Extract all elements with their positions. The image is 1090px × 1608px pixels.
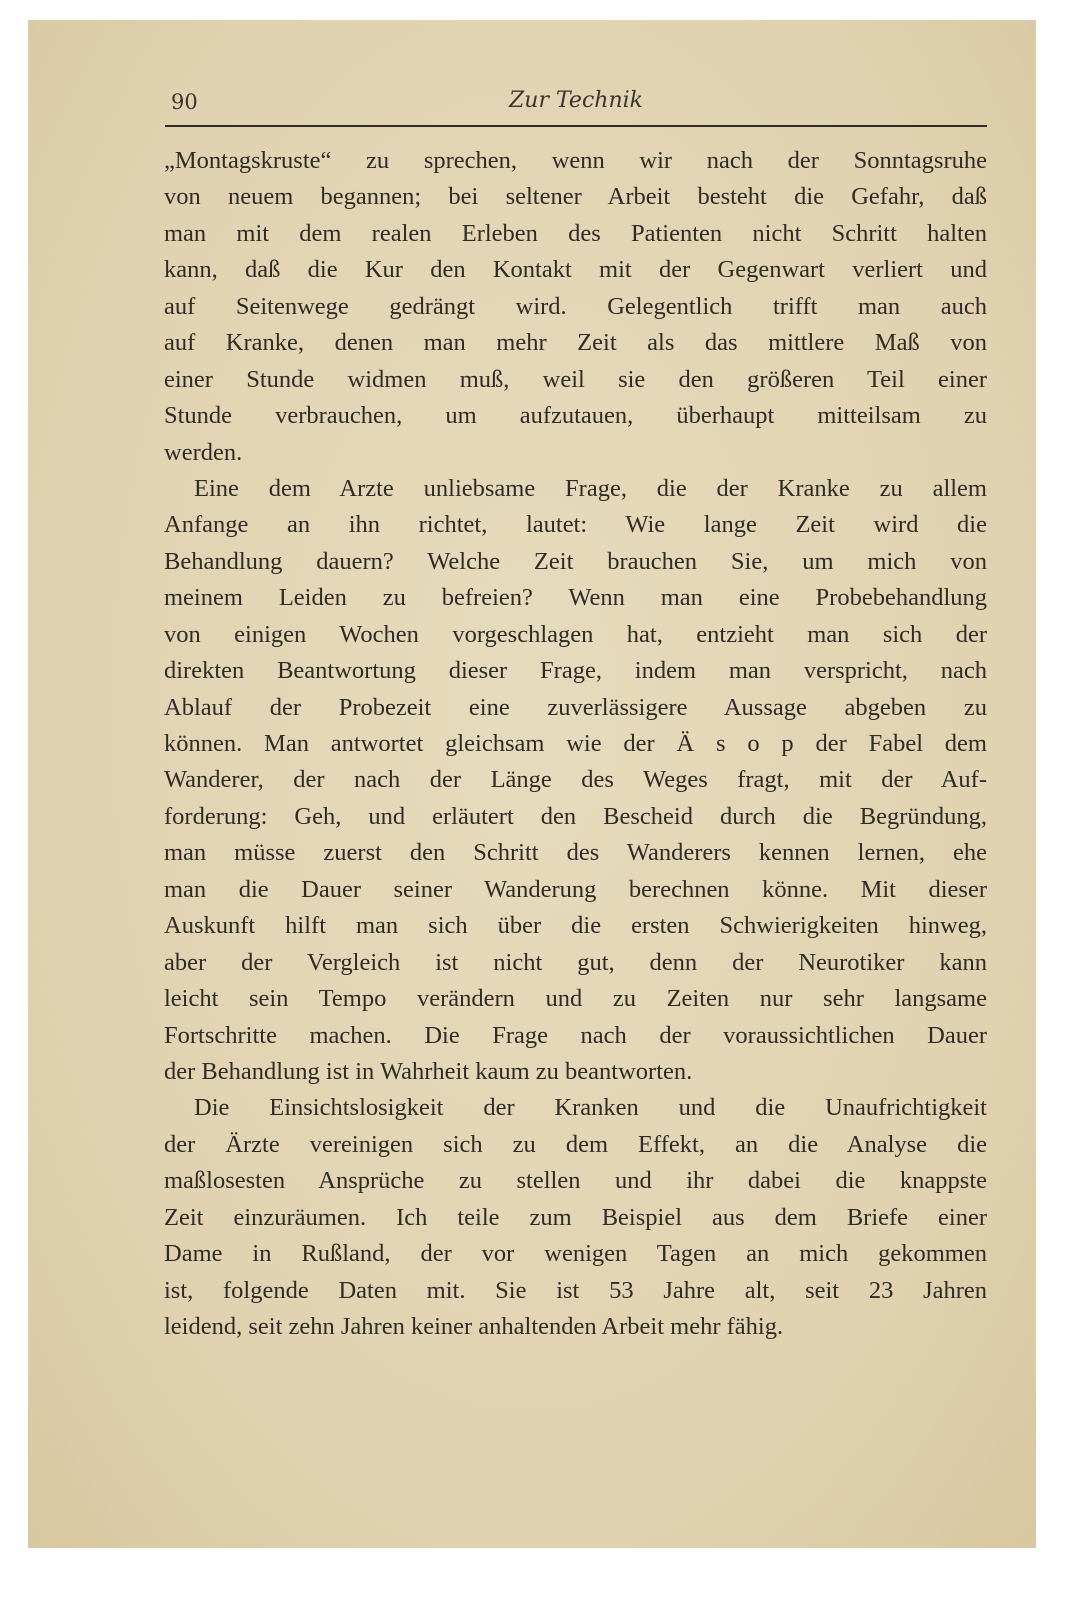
text-line: können. Man antwortet gleichsam wie der Ä s o p der Fabel dem <box>164 730 987 757</box>
text-line: Anfange an ihn richtet, lautet: Wie lange Zeit wird die <box>164 511 987 539</box>
header-rule <box>165 125 987 127</box>
text-line: der Behandlung ist in Wahrheit kaum zu beantworten. <box>164 1057 693 1085</box>
text-line: meinem Leiden zu befreien? Wenn man eine Probebehandlung <box>164 584 987 612</box>
text-line: forderung: Geh, und erläutert den Bescheid durch die Begründung, <box>164 802 987 830</box>
text-line: Fortschritte machen. Die Frage nach der voraussichtlichen Dauer <box>164 1021 987 1049</box>
text-line: werden. <box>164 438 243 466</box>
text-line: man die Dauer seiner Wanderung berechnen könne. Mit dieser <box>164 875 987 903</box>
text-line: Zeit einzuräumen. Ich teile zum Beispiel aus dem Briefe einer <box>164 1203 987 1231</box>
text-line: kann, daß die Kur den Kontakt mit der Gegenwart verliert und <box>164 256 987 284</box>
text-line: maßlosesten Ansprüche zu stellen und ihr dabei die knappste <box>164 1167 987 1195</box>
paragraph <box>164 1090 987 1345</box>
text-line: Auskunft hilft man sich über die ersten Schwierigkeiten hinweg, <box>164 912 987 940</box>
text-line: man mit dem realen Erleben des Patienten nicht Schritt halten <box>164 219 987 247</box>
text-line: ist, folgende Daten mit. Sie ist 53 Jahre alt, seit 23 Jahren <box>164 1276 987 1304</box>
text-line: aber der Vergleich ist nicht gut, denn der Neurotiker kann <box>164 948 987 976</box>
paragraph <box>164 143 987 471</box>
text-line: Wanderer, der nach der Länge des Weges fragt, mit der Auf- <box>164 766 987 794</box>
text-line: Dame in Rußland, der vor wenigen Tagen an mich gekommen <box>164 1240 987 1268</box>
text-line: Behandlung dauern? Welche Zeit brauchen Sie, um mich von <box>164 547 987 575</box>
text-line: Die Einsichtslosigkeit der Kranken und die Unaufrichtigkeit <box>194 1094 987 1122</box>
text-line: der Ärzte vereinigen sich zu dem Effekt, an die Analyse die <box>164 1130 987 1158</box>
text-line: Ablauf der Probezeit eine zuverlässigere Aussage abgeben zu <box>164 693 987 721</box>
text-line: leidend, seit zehn Jahren keiner anhaltenden Arbeit mehr fähig. <box>164 1313 784 1340</box>
page-header <box>165 86 987 122</box>
text-line: Eine dem Arzte unliebsame Frage, die der Kranke zu allem <box>194 474 987 502</box>
text-line: einer Stunde widmen muß, weil sie den größeren Teil einer <box>164 365 987 393</box>
running-title: Zur Technik <box>509 88 643 113</box>
paragraph <box>164 471 987 1090</box>
text-line: Stunde verbrauchen, um aufzutauen, überhaupt mitteilsam zu <box>164 402 987 430</box>
text-line: „Montagskruste“ zu sprechen, wenn wir nach der Sonntagsruhe <box>164 147 987 174</box>
page-body <box>164 143 987 1345</box>
text-line: direkten Beantwortung dieser Frage, indem man verspricht, nach <box>164 657 987 685</box>
text-line: auf Kranke, denen man mehr Zeit als das mittlere Maß von <box>164 329 987 357</box>
page-number: 90 <box>171 90 198 114</box>
text-line: von neuem begannen; bei seltener Arbeit besteht die Gefahr, daß <box>164 183 987 211</box>
text-line: von einigen Wochen vorgeschlagen hat, entzieht man sich der <box>164 620 987 648</box>
text-line: leicht sein Tempo verändern und zu Zeiten nur sehr langsame <box>164 985 987 1013</box>
text-line: auf Seitenwege gedrängt wird. Gelegentlich trifft man auch <box>164 292 987 320</box>
text-line: man müsse zuerst den Schritt des Wanderers kennen lernen, ehe <box>164 839 987 867</box>
